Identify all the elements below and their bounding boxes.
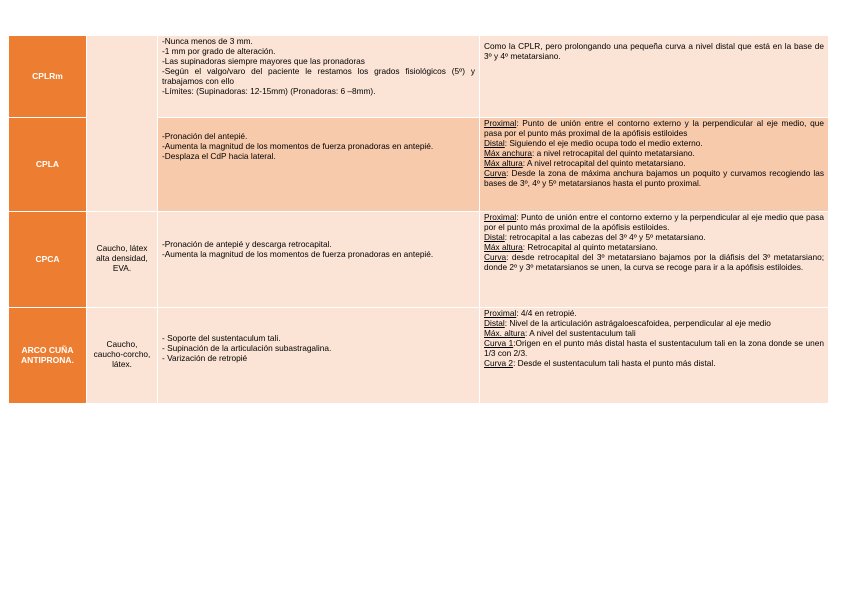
shape-text: : Nivel de la articulación astrágaloescafoidea, perpendicular al eje medio <box>504 317 771 328</box>
effect-line: - Soporte del sustentaculum tali. <box>162 333 281 343</box>
shape-label: Curva 1 <box>484 337 514 348</box>
shape-text: : 4/4 en retropié. <box>516 308 577 318</box>
effect-line: -Las supinadoras siempre mayores que las pronadoras <box>162 55 365 66</box>
effect-line: -Límites: (Supinadoras: 12-15mm) (Pronadoras: 6 –8mm). <box>162 85 376 96</box>
effect-line: -Pronación del antepié. <box>162 131 248 141</box>
effect-line: -Pronación de antepié y descarga retrocapital. <box>162 239 332 249</box>
effect-line: -Aumenta la magnitud de los momentos de fuerza pronadoras en antepié. <box>162 248 434 259</box>
shape-label: Proximal <box>484 118 517 128</box>
shape-cell <box>480 36 829 118</box>
effect-line: -1 mm por grado de alteración. <box>162 45 276 56</box>
shape-label: Curva <box>484 167 507 178</box>
effect-line: -Aumenta la magnitud de los momentos de fuerza pronadoras en antepié. <box>162 140 434 151</box>
shape-label: Curva <box>484 251 507 262</box>
effects-cell <box>158 212 480 308</box>
shape-text: : Punto de unión entre el contorno externo y la perpendicular al eje medio, que pasa por el punto más proximal de la apófisis estiloides <box>484 118 824 138</box>
shape-text: : A nivel retrocapital del quinto metatarsiano. <box>522 157 686 168</box>
shape-text: : Punto de unión entre el contorno externo y la perpendicular al eje medio que pasa por el punto más proximal de la apófisis estiloides. <box>484 212 824 232</box>
shape-text: : desde retrocapital del 3º metatarsiano bajamos por la diáfisis del 3º metatarsiano; donde 2º y 3º metatarsianos se unen, la curva se recoge para ir a la apófisis estiloides. <box>484 251 824 272</box>
shape-text: :Origen en el punto más distal hasta el sustentaculum tali en la zona donde se unen 1/3 con 2/3. <box>484 337 824 358</box>
shape-cell <box>480 212 829 308</box>
shape-cell <box>480 118 829 212</box>
shape-label: Máx altura <box>484 241 523 252</box>
orthosis-name: CPLA <box>9 118 87 212</box>
shape-line: Como la CPLR, pero prolongando una pequeña curva a nivel distal que está en la base de 3º y 4º metatarsiano. <box>484 41 824 61</box>
effects-cell <box>158 36 480 118</box>
effect-line: - Supinación de la articulación subastragalina. <box>162 342 332 353</box>
shape-label: Proximal <box>484 308 517 318</box>
orthosis-name: CPLRm <box>9 36 87 118</box>
shape-line <box>484 119 824 139</box>
effects-cell <box>158 308 480 404</box>
effects-cell <box>158 118 480 212</box>
shape-label: Distal <box>484 231 505 242</box>
shape-label: Máx. altura <box>484 327 526 338</box>
shape-text: : retrocapital a las cabezas del 3º 4º y 5º metatarsiano. <box>504 231 706 242</box>
shape-text: : Desde el sustentaculum tali hasta el punto más distal. <box>513 357 716 368</box>
shape-label: Máx altura <box>484 157 523 168</box>
shape-label: Proximal <box>484 212 517 222</box>
shape-text: : Siguiendo el eje medio ocupa todo el medio externo. <box>504 137 703 148</box>
shape-line <box>484 339 824 359</box>
shape-text: : Desde la zona de máxima anchura bajamos un poquito y curvamos recogiendo las bases de 3º, 4º y 5º metatarsianos hasta el punto proximal. <box>484 167 824 188</box>
orthotics-table <box>8 35 829 404</box>
effect-line: -Desplaza el CdP hacia lateral. <box>162 150 276 161</box>
effect-line: -Nunca menos de 3 mm. <box>162 36 253 46</box>
shape-label: Máx anchura <box>484 147 532 158</box>
table-row-cplrm <box>9 36 829 118</box>
shape-text: : a nivel retrocapital del quinto metatarsiano. <box>531 147 695 158</box>
shape-line <box>484 253 824 273</box>
shape-cell <box>480 308 829 404</box>
material-cell <box>87 36 158 212</box>
shape-line <box>484 359 824 369</box>
material-cell: Caucho, látex alta densidad, EVA. <box>87 212 158 308</box>
shape-text: : Retrocapital al quinto metatarsiano. <box>522 241 658 252</box>
orthosis-name: ARCO CUÑA ANTIPRONA. <box>9 308 87 404</box>
orthosis-name: CPCA <box>9 212 87 308</box>
effect-line: - Varización de retropié <box>162 352 248 363</box>
shape-text: : A nivel del sustentaculum tali <box>525 327 636 338</box>
shape-label: Distal <box>484 317 505 328</box>
effect-line: -Según el valgo/varo del paciente le restamos los grados fisiológicos (5º) y trabajamos con ello <box>162 65 475 86</box>
shape-line <box>484 213 824 233</box>
shape-line <box>484 169 824 189</box>
shape-label: Distal <box>484 137 505 148</box>
table-row-cpca <box>9 212 829 308</box>
material-cell: Caucho, caucho-corcho, látex. <box>87 308 158 404</box>
table-row-arco-cuna-antiprona <box>9 308 829 404</box>
shape-label: Curva 2 <box>484 357 514 368</box>
